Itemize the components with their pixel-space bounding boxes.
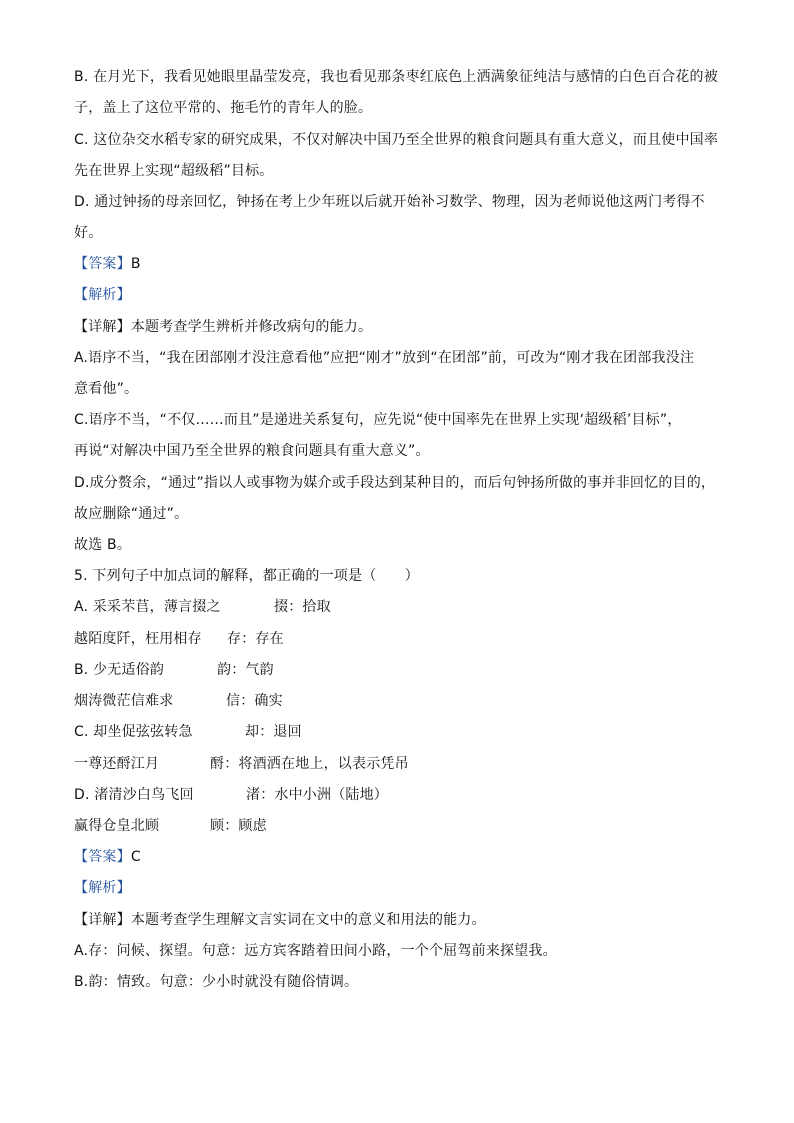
answer-tag-2: 【答案】 bbox=[74, 849, 131, 865]
answer-line-2 bbox=[74, 847, 141, 867]
conclusion-line: 故选 B。 bbox=[74, 537, 132, 553]
explain-d-line-2: 故应删除“通过”。 bbox=[74, 506, 189, 522]
option-b-row-1 bbox=[74, 660, 274, 680]
analysis-tag-2: 【解析】 bbox=[74, 880, 131, 896]
question-5-stem: 5. 下列句子中加点词的解释，都正确的一项是（ ） bbox=[74, 568, 420, 584]
answer-line-1 bbox=[74, 254, 141, 274]
answer-value-1: B bbox=[130, 256, 141, 272]
analysis-tag-1: 【解析】 bbox=[74, 287, 131, 303]
analysis-line-2 bbox=[74, 878, 131, 898]
option-d-row-2 bbox=[74, 816, 267, 836]
option-gloss: 韵：气韵 bbox=[217, 662, 274, 678]
option-a-row-1 bbox=[74, 597, 331, 617]
detail-text-1: 本题考查学生辨析并修改病句的能力。 bbox=[130, 319, 373, 335]
detail-line-1 bbox=[74, 317, 372, 337]
explain-c-line-1: C.语序不当，“不仅……而且”是递进关系复句，应先说“使中国率先在世界上实现‘超级稻’目标”， bbox=[74, 412, 682, 428]
detail-tag-1: 【详解】 bbox=[74, 319, 131, 335]
option-sentence: 烟涛微茫信难求 bbox=[74, 693, 174, 709]
detail-text-2: 本题考查学生理解文言实词在文中的意义和用法的能力。 bbox=[130, 912, 486, 928]
option-sentence: 越陌度阡，枉用相存 bbox=[74, 631, 202, 647]
option-gloss: 却：退回 bbox=[245, 724, 302, 740]
explain2-b-line: B.韵：情致。句意：少小时就没有随俗情调。 bbox=[74, 974, 359, 990]
analysis-line-1 bbox=[74, 285, 131, 305]
option-sentence: D. 渚清沙白鸟飞回 bbox=[74, 787, 194, 803]
option-c-line-2: 先在世界上实现“超级稻”目标。 bbox=[74, 163, 274, 179]
option-sentence: B. 少无适俗韵 bbox=[74, 662, 165, 678]
detail-line-2 bbox=[74, 910, 486, 930]
option-sentence: 赢得仓皇北顾 bbox=[74, 818, 160, 834]
option-sentence: A. 采采芣苢，薄言掇之 bbox=[74, 599, 221, 615]
explain2-a-line: A.存：问候、探望。句意：远方宾客踏着田间小路，一个个屈驾前来探望我。 bbox=[74, 943, 557, 959]
option-gloss: 渚：水中小洲（陆地） bbox=[246, 787, 388, 803]
explain-d-line-1: D.成分赘余，“通过”指以人或事物为媒介或手段达到某种目的，而后句钟扬所做的事并非回忆的目的， bbox=[74, 475, 716, 491]
option-sentence: C. 却坐促弦弦转急 bbox=[74, 724, 193, 740]
option-gloss: 顾：顾虑 bbox=[210, 818, 267, 834]
option-c-row-1 bbox=[74, 722, 302, 742]
option-d-line-1: D. 通过钟扬的母亲回忆，钟扬在考上少年班以后就开始补习数学、物理，因为老师说他这两门考得不 bbox=[74, 194, 705, 210]
option-gloss: 存：存在 bbox=[227, 631, 284, 647]
explain-c-line-2: 再说“对解决中国乃至全世界的粮食问题具有重大意义”。 bbox=[74, 443, 430, 459]
answer-value-2: C bbox=[130, 849, 141, 865]
answer-tag-1: 【答案】 bbox=[74, 256, 131, 272]
option-gloss: 酹：将酒洒在地上，以表示凭吊 bbox=[210, 756, 409, 772]
option-gloss: 信：确实 bbox=[226, 693, 283, 709]
option-sentence: 一尊还酹江月 bbox=[74, 756, 160, 772]
option-d-row-1 bbox=[74, 785, 388, 805]
option-a-row-2 bbox=[74, 629, 284, 649]
detail-tag-2: 【详解】 bbox=[74, 912, 131, 928]
option-c-line-1: C. 这位杂交水稻专家的研究成果，不仅对解决中国乃至全世界的粮食问题具有重大意义，而且使中国率 bbox=[74, 132, 719, 148]
option-b-line-2: 子，盖上了这位平常的、拖毛竹的青年人的脸。 bbox=[74, 100, 373, 116]
option-c-row-2 bbox=[74, 754, 409, 774]
option-b-row-2 bbox=[74, 691, 283, 711]
explain-a-line-1: A.语序不当，“我在团部刚才没注意看他”应把“刚才”放到“在团部”前，可改为“刚才我在团部我没注 bbox=[74, 350, 695, 366]
option-d-line-2: 好。 bbox=[74, 225, 103, 241]
option-b-line-1: B. 在月光下，我看见她眼里晶莹发亮，我也看见那条枣红底色上洒满象征纯洁与感情的白色百合花的被 bbox=[74, 69, 718, 85]
explain-a-line-2: 意看他”。 bbox=[74, 381, 139, 397]
option-gloss: 掇：拾取 bbox=[274, 599, 331, 615]
